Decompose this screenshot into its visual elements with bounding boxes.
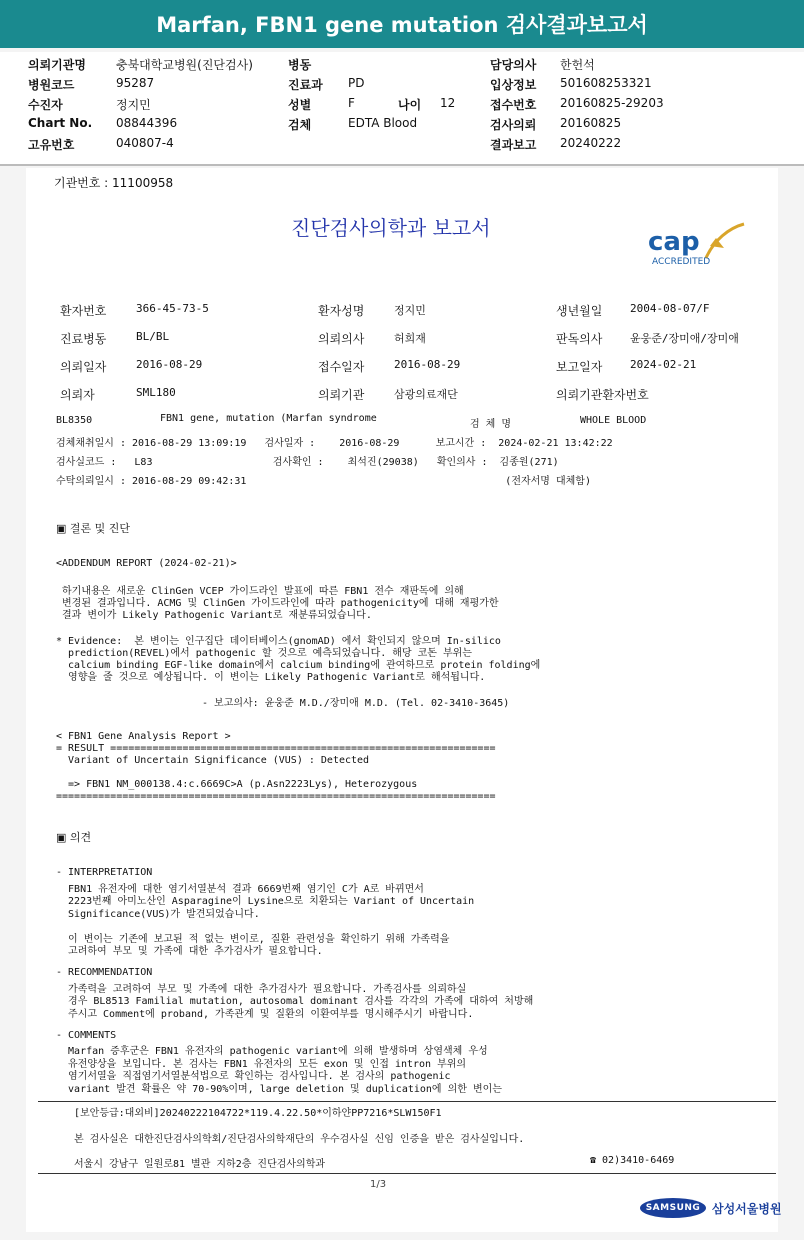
- grid-label: 환자번호: [60, 304, 107, 318]
- header-label: 수진자: [28, 98, 63, 112]
- grid-value: 정지민: [394, 304, 426, 317]
- gene-report-line: = RESULT ================================================================: [56, 743, 496, 754]
- header-age-value: 12: [440, 96, 456, 110]
- grid-value: 2016-08-29: [394, 358, 461, 371]
- hospital-name: 삼성서울병원: [712, 1201, 782, 1216]
- test-code: BL8350: [56, 415, 93, 426]
- gene-report-line: =========================================================================: [56, 791, 496, 802]
- header-value: 95287: [116, 76, 155, 90]
- samsung-logo: SAMSUNG: [640, 1198, 706, 1218]
- opinion-line: - COMMENTS: [56, 1029, 117, 1041]
- test-info-line: 검사실코드 : L83 검사확인 : 최석진(29038) 확인의사 : 김종원(271): [56, 457, 559, 468]
- gene-report-line: Variant of Uncertain Significance (VUS) : Detected: [56, 755, 370, 766]
- specimen-value: WHOLE BLOOD: [580, 415, 647, 426]
- patient-header: [0, 52, 804, 164]
- cap-accredited-logo: [644, 220, 754, 270]
- header-value: 040807-4: [116, 136, 174, 150]
- grid-label: 생년월일: [556, 304, 603, 318]
- addendum-line: 하기내용은 새로운 ClinGen VCEP 가이드라인 발표에 따른 FBN1 전수 재판독에 의해: [56, 586, 464, 597]
- specimen-label: 검 체 명: [470, 419, 512, 430]
- header-value: EDTA Blood: [348, 116, 418, 130]
- evidence-line: * Evidence: 본 변이는 인구집단 데이터베이스(gnomAD) 에서 확인되지 않으며 In-silico: [56, 636, 501, 647]
- header-value: 충북대학교병원(진단검사): [116, 58, 253, 72]
- section-opinion: ▣ 의견: [56, 831, 92, 844]
- footer-divider-bottom: [38, 1173, 776, 1174]
- addendum-title: <ADDENDUM REPORT (2024-02-21)>: [56, 558, 237, 569]
- header-label: 검체: [288, 118, 312, 132]
- opinion-line: Marfan 증후군은 FBN1 유전자의 pathogenic variant에 의해 발생하며 상염색체 우성: [56, 1046, 488, 1057]
- header-label: 진료과: [288, 78, 323, 92]
- header-value: PD: [348, 76, 365, 90]
- section-conclusion: ▣ 결론 및 진단: [56, 522, 131, 535]
- evidence-line: prediction(REVEL)에서 pathogenic 할 것으로 예측되었습니다. 해당 코돈 부위는: [56, 648, 472, 659]
- lab-report-title: 진단검사의학과 보고서: [291, 216, 491, 240]
- evidence-line: 영향을 줄 것으로 예상됩니다. 이 변이는 Likely Pathogenic Variant로 해석됩니다.: [56, 672, 486, 683]
- opinion-line: 이 변이는 기존에 보고된 적 없는 변이로, 질환 관련성을 확인하기 위해 가족력을: [56, 933, 450, 945]
- certification-text: 본 검사실은 대한진단검사의학회/진단검사의학재단의 우수검사실 신임 인증을 받은 검사실입니다.: [74, 1134, 525, 1145]
- grid-label: 환자성명: [318, 304, 365, 318]
- reporting-physician: - 보고의사: 윤웅준 M.D./장미애 M.D. (Tel. 02-3410-3645): [202, 698, 510, 709]
- header-value: 20160825-29203: [560, 96, 664, 110]
- grid-value: 허희재: [394, 332, 426, 345]
- addendum-line: 변경된 결과입니다. ACMG 및 ClinGen 가이드라인에 따라 pathogenicity에 대해 재평가한: [56, 598, 499, 609]
- header-label: 성별: [288, 98, 312, 112]
- opinion-line: 고려하여 부모 및 가족에 대한 추가검사가 필요합니다.: [56, 946, 323, 957]
- header-label: 병동: [288, 58, 312, 72]
- test-name: FBN1 gene, mutation (Marfan syndrome: [160, 413, 377, 424]
- grid-label: 접수일자: [318, 360, 365, 374]
- grid-label: 의뢰의사: [318, 332, 365, 346]
- cap-accredited-text: ACCREDITED: [652, 257, 711, 267]
- evidence-line: calcium binding EGF-like domain에서 calcium binding에 관여하므로 protein folding에: [56, 660, 541, 671]
- opinion-line: 가족력을 고려하여 부모 및 가족에 대한 추가검사가 필요합니다. 가족검사를 의뢰하실: [56, 983, 467, 995]
- test-info-line: 검체채취일시 : 2016-08-29 13:09:19 검사일자 : 2016-08-29 보고시간 : 2024-02-21 13:42:22: [56, 438, 613, 449]
- gene-report-line: < FBN1 Gene Analysis Report >: [56, 731, 231, 742]
- lab-address: 서울시 강남구 일원로81 별관 지하2층 진단검사의학과: [74, 1159, 326, 1170]
- gene-report-line: => FBN1 NM_000138.4:c.6669C>A (p.Asn2223Lys), Heterozygous: [56, 779, 418, 790]
- grid-value: SML180: [136, 386, 176, 399]
- grid-value: 2024-02-21: [630, 358, 697, 371]
- grid-label: 의뢰자: [60, 388, 95, 402]
- opinion-line: - INTERPRETATION: [56, 867, 153, 878]
- security-line: [보안등급:대외비]20240222104722*119.4.22.50*이하얀PP7216*SLW150F1: [74, 1108, 442, 1119]
- header-label: 담당의사: [490, 58, 537, 72]
- institution-number: 기관번호 : 11100958: [54, 176, 174, 190]
- report-page: [26, 168, 778, 1232]
- grid-label: 판독의사: [556, 332, 603, 346]
- grid-value: 윤웅준/장미애/장미애: [630, 332, 739, 345]
- grid-value: BL/BL: [136, 330, 170, 343]
- header-label: 입상정보: [490, 78, 537, 92]
- samsung-hospital-logo: [640, 1198, 782, 1218]
- header-label: 결과보고: [490, 138, 537, 152]
- cap-logo-text: cap: [648, 227, 700, 257]
- header-value: 정지민: [116, 98, 151, 112]
- grid-label: 보고일자: [556, 360, 603, 374]
- grid-value: 2016-08-29: [136, 358, 203, 371]
- opinion-line: FBN1 유전자에 대한 염기서열분석 결과 6669번째 염기인 C가 A로 바뀌면서: [56, 883, 424, 895]
- header-value: 한헌석: [560, 58, 595, 72]
- report-title: Marfan, FBN1 gene mutation 검사결과보고서: [156, 13, 648, 37]
- header-value: F: [348, 96, 355, 110]
- header-value: 20240222: [560, 136, 622, 150]
- opinion-line: variant 발견 확률은 약 70-90%이며, large deletion 및 duplication에 의한 변이는: [56, 1083, 502, 1095]
- grid-value: 2004-08-07/F: [630, 302, 710, 315]
- lab-phone: ☎ 02)3410-6469: [590, 1155, 675, 1166]
- header-divider: [0, 164, 804, 166]
- opinion-line: Significance(VUS)가 발견되었습니다.: [56, 908, 260, 920]
- grid-label: 의뢰일자: [60, 360, 107, 374]
- header-label: 의뢰기관명: [28, 58, 86, 72]
- header-age-label: 나이: [398, 98, 422, 112]
- grid-label: 진료병동: [60, 332, 107, 346]
- header-value: 20160825: [560, 116, 622, 130]
- addendum-line: 결과 변이가 Likely Pathogenic Variant로 재분류되었습니다.: [56, 610, 372, 621]
- header-label: 고유번호: [28, 138, 75, 152]
- header-label: Chart No.: [28, 116, 93, 130]
- report-title-bar: [0, 0, 804, 48]
- test-info-line: 수탁의뢰일시 : 2016-08-29 09:42:31 (전자서명 대체함): [56, 476, 591, 487]
- header-label: 병원코드: [28, 78, 75, 92]
- grid-label: 의뢰기관: [318, 388, 365, 402]
- opinion-line: 주시고 Comment에 proband, 가족관계 및 질환의 이환여부를 명시해주시기 바랍니다.: [56, 1008, 474, 1020]
- grid-label: 의뢰기관환자번호: [556, 388, 649, 402]
- opinion-line: - RECOMMENDATION: [56, 967, 153, 978]
- header-value: 08844396: [116, 116, 178, 130]
- page-number: 1/3: [370, 1179, 387, 1190]
- opinion-line: 경우 BL8513 Familial mutation, autosomal dominant 검사를 각각의 가족에 대하여 처방해: [56, 996, 534, 1007]
- grid-value: 삼광의료재단: [394, 388, 458, 401]
- footer-divider-top: [38, 1101, 776, 1102]
- opinion-line: 2223번째 아미노산인 Asparagine이 Lysine으로 치환되는 Variant of Uncertain: [56, 896, 475, 907]
- grid-value: 366-45-73-5: [136, 302, 209, 315]
- header-value: 501608253321: [560, 76, 652, 90]
- opinion-line: 유전양상을 보입니다. 본 검사는 FBN1 유전자의 모든 exon 및 인접 intron 부위의: [56, 1058, 467, 1070]
- opinion-line: 염기서열을 직접염기서열분석법으로 확인하는 검사입니다. 본 검사의 pathogenic: [56, 1071, 451, 1082]
- header-label: 검사의뢰: [490, 118, 537, 132]
- header-label: 접수번호: [490, 98, 537, 112]
